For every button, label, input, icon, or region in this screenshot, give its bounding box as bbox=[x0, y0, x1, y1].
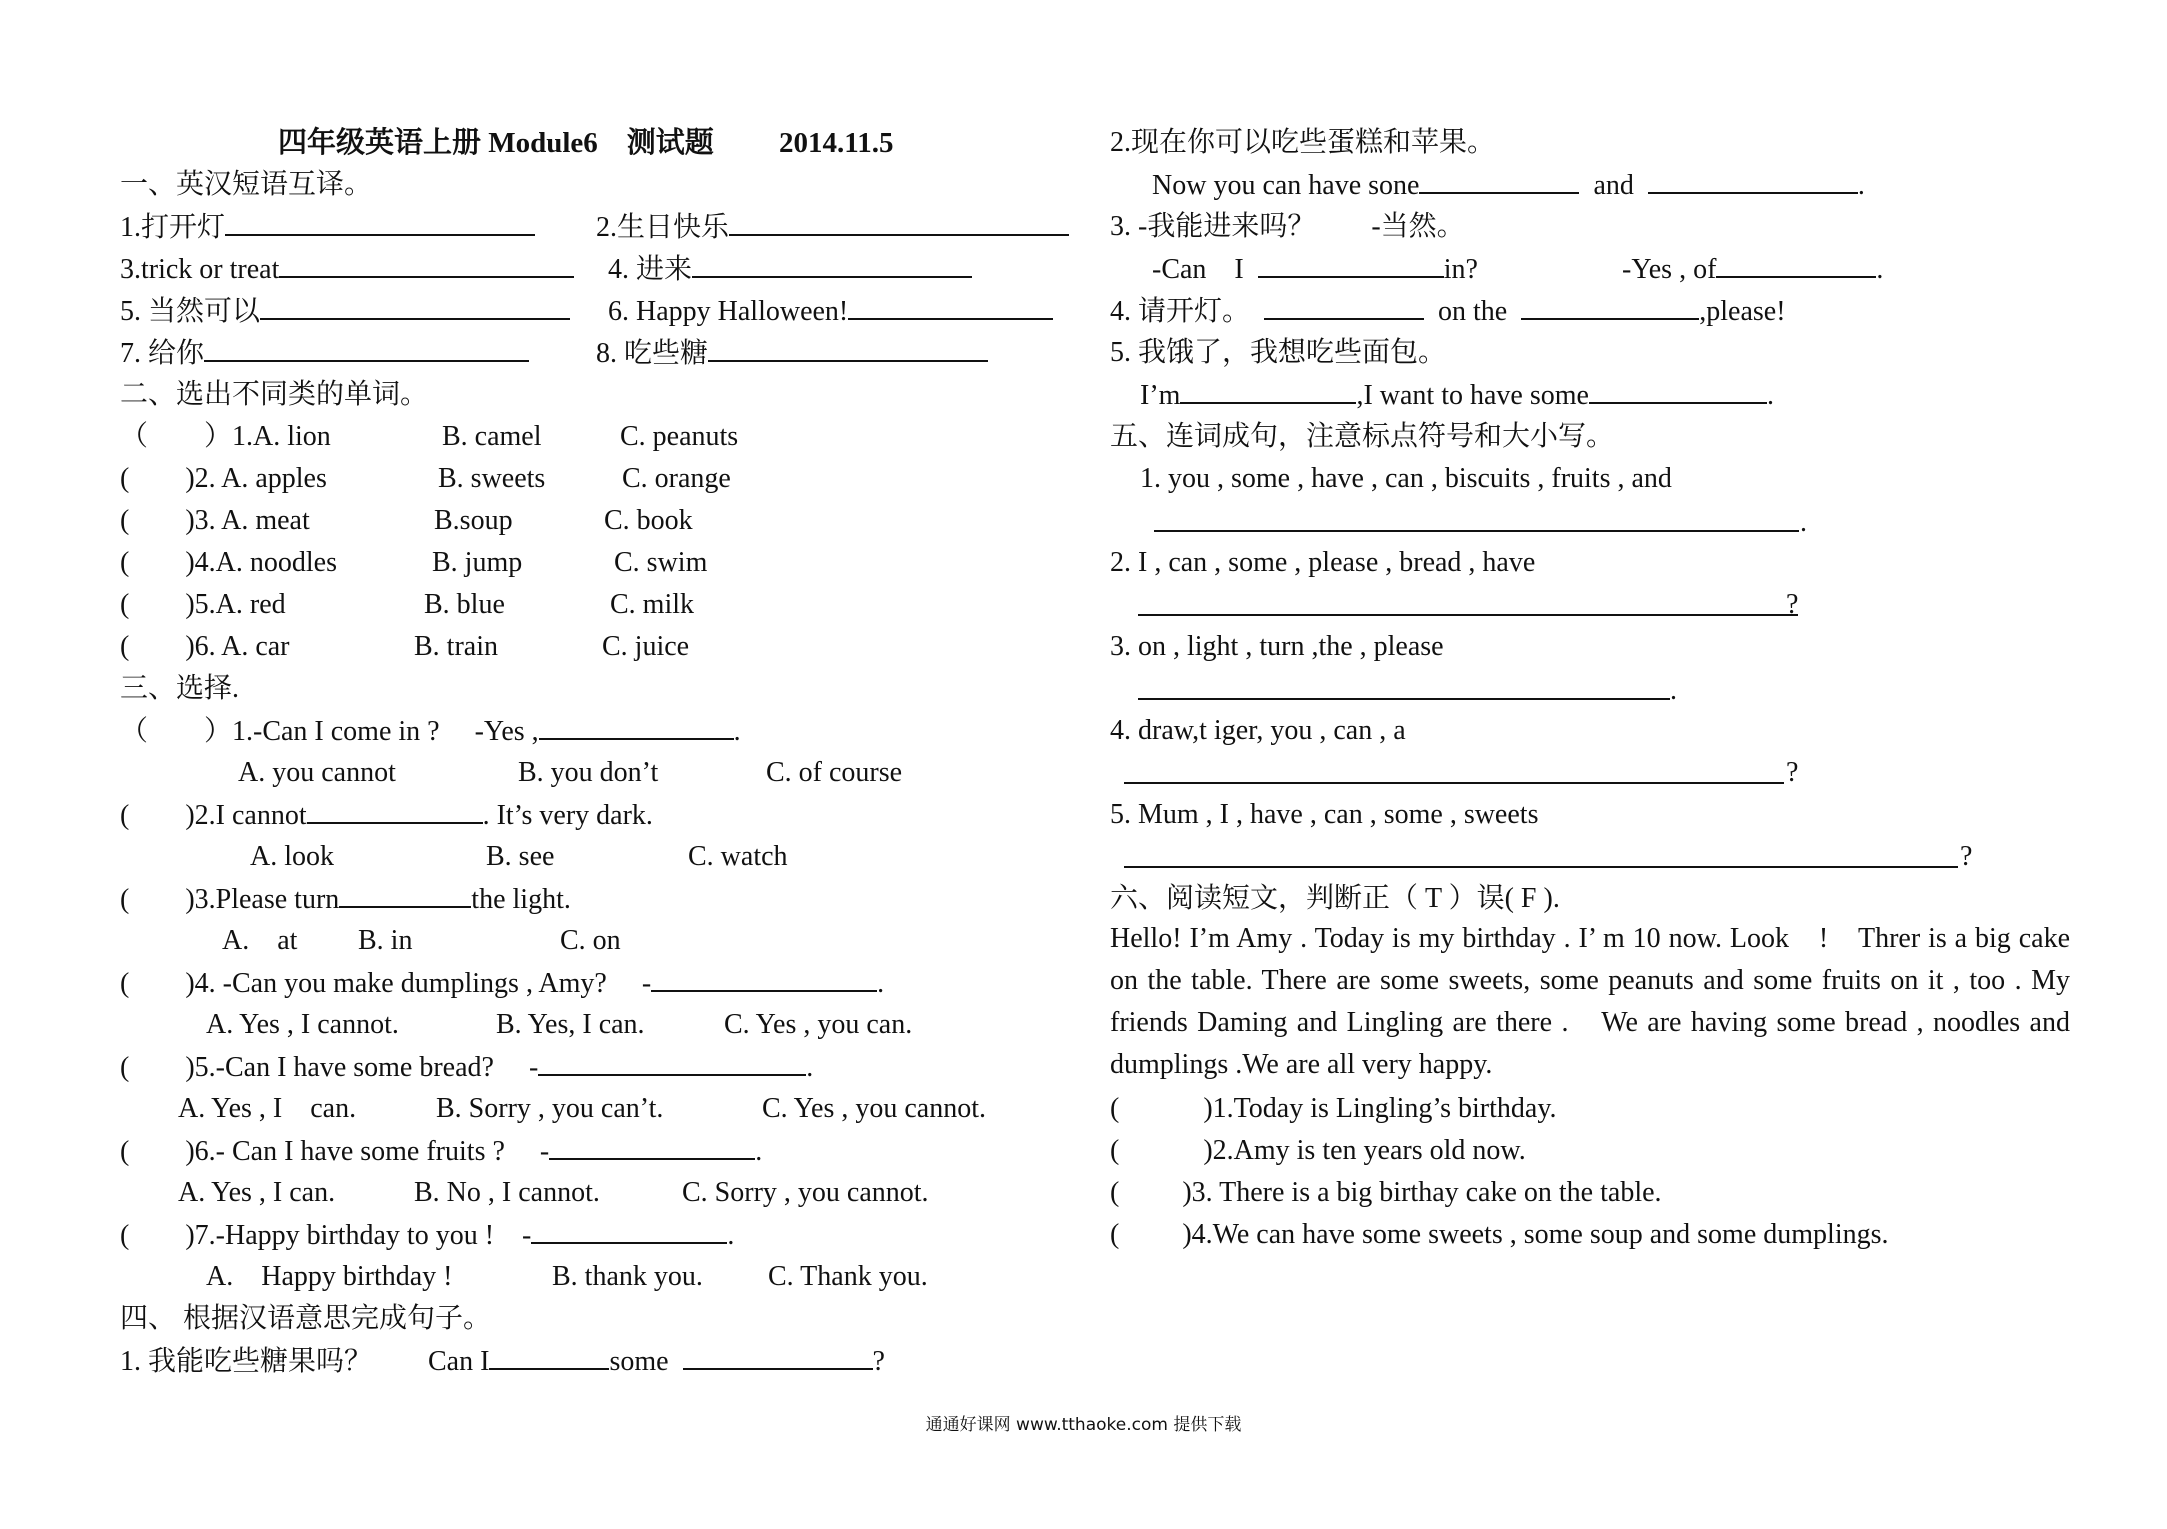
s5-item-5: 5. Mum , I , have , can , some , sweets bbox=[1110, 799, 1539, 830]
s2-row-2-b: B. sweets bbox=[438, 463, 546, 494]
tf-item-1: ( )1.Today is Lingling’s birthday. bbox=[1110, 1093, 1557, 1124]
s2-row-1: （ ）1.A. lion bbox=[120, 421, 331, 452]
s5-answer-line-4 bbox=[1124, 782, 1784, 784]
q1-opt-c: C. of course bbox=[766, 757, 903, 788]
s1-item-5: 5. 当然可以 bbox=[120, 294, 570, 329]
tf-item-3: ( )3. There is a big birthay cake on the table. bbox=[1110, 1177, 1662, 1208]
section-6-heading: 六、阅读短文，判断正（ T ）误( F ). bbox=[1110, 883, 1560, 914]
q6-opt-c: C. Sorry , you cannot. bbox=[682, 1177, 929, 1208]
q2-opt-c: C. watch bbox=[688, 841, 788, 872]
s1-item-6: 6. Happy Halloween! bbox=[608, 294, 1053, 329]
s2-row-3-b: B.soup bbox=[434, 505, 513, 536]
s5-answer-line-2 bbox=[1138, 614, 1798, 616]
s4-item-3-sentence-b: -Yes , of . bbox=[1622, 254, 1884, 285]
s5-item-3: 3. on , light , turn ,the , please bbox=[1110, 631, 1444, 662]
page-title: 四年级英语上册 Module6 测试题 2014.11.5 bbox=[278, 127, 894, 159]
s5-end-3: . bbox=[1670, 675, 1677, 706]
s5-item-1: 1. you , some , have , can , biscuits , fruits , and bbox=[1140, 463, 1672, 494]
s2-row-3-c: C. book bbox=[604, 505, 693, 536]
q4-opt-c: C. Yes , you can. bbox=[724, 1009, 913, 1040]
s5-answer-line-1 bbox=[1154, 530, 1799, 532]
q2-opt-a: A. look bbox=[250, 841, 334, 872]
section-2-heading: 二、选出不同类的单词。 bbox=[120, 379, 429, 410]
s2-row-5-c: C. milk bbox=[610, 589, 695, 620]
s2-row-4-b: B. jump bbox=[432, 547, 523, 578]
s2-row-1-c: C. peanuts bbox=[620, 421, 739, 452]
s2-row-1-b: B. camel bbox=[442, 421, 542, 452]
s5-item-2: 2. I , can , some , please , bread , have bbox=[1110, 547, 1536, 578]
q1: （ ）1.-Can I come in ? -Yes , . bbox=[120, 716, 741, 747]
s5-end-4: ? bbox=[1786, 757, 1799, 788]
section-1-heading: 一、英汉短语互译。 bbox=[120, 169, 373, 200]
s4-item-1: 1. 我能吃些糖果吗？ Can I some ? bbox=[120, 1346, 885, 1377]
s2-row-5-b: B. blue bbox=[424, 589, 505, 620]
section-5-heading: 五、连词成句，注意标点符号和大小写。 bbox=[1110, 421, 1615, 452]
s2-row-4: ( )4.A. noodles bbox=[120, 547, 337, 578]
s5-answer-line-5 bbox=[1124, 866, 1958, 868]
s1-item-1: 1.打开灯 bbox=[120, 210, 535, 245]
s2-row-2: ( )2. A. apples bbox=[120, 463, 327, 494]
s5-end-5: ? bbox=[1960, 841, 1973, 872]
s1-item-8: 8. 吃些糖 bbox=[596, 336, 988, 371]
s1-item-2: 2.生日快乐 bbox=[596, 210, 1069, 245]
s4-item-5: 5. 我饿了，我想吃些面包。 bbox=[1110, 337, 1447, 368]
s5-end-1: . bbox=[1800, 507, 1807, 538]
s4-item-3: 3. -我能进来吗？ -当然。 bbox=[1110, 211, 1465, 242]
q7-opt-a: A. Happy birthday ! bbox=[206, 1261, 453, 1292]
q7: ( )7.-Happy birthday to you ! - . bbox=[120, 1220, 735, 1251]
q5-opt-c: C. Yes , you cannot. bbox=[762, 1093, 987, 1124]
q3-opt-b: B. in bbox=[358, 925, 413, 956]
reading-passage: Hello! I’m Amy . Today is my birthday . I’ m 10 now. Look ! Threr is a big cake on the table. There are some sweets, some peanuts and some fruits on it , too . My friends Daming and Lingling are there . We are having some bread , noodles and dumplings .We are all very happy. bbox=[1110, 923, 2070, 1080]
tf-item-2: ( )2.Amy is ten years old now. bbox=[1110, 1135, 1526, 1166]
s4-item-5-sentence: I’m ,I want to have some . bbox=[1140, 380, 1774, 411]
s4-item-2-sentence: Now you can have sone and . bbox=[1152, 170, 1865, 201]
page-footer: 通通好课网 www.tthaoke.com 提供下载 bbox=[925, 1415, 1242, 1435]
s1-item-4: 4. 进来 bbox=[608, 252, 972, 287]
s1-item-7: 7. 给你 bbox=[120, 336, 529, 371]
s2-row-3: ( )3. A. meat bbox=[120, 505, 310, 536]
s2-row-2-c: C. orange bbox=[622, 463, 731, 494]
q7-opt-b: B. thank you. bbox=[552, 1261, 703, 1292]
s2-row-6-c: C. juice bbox=[602, 631, 690, 662]
s2-row-5: ( )5.A. red bbox=[120, 589, 286, 620]
q4: ( )4. -Can you make dumplings , Amy? - . bbox=[120, 968, 885, 999]
s4-item-4: 4. 请开灯。 on the ,please! bbox=[1110, 296, 1786, 327]
q3: ( )3.Please turn the light. bbox=[120, 884, 571, 915]
q2-opt-b: B. see bbox=[486, 841, 555, 872]
s4-item-3-sentence-a: -Can I in? bbox=[1152, 254, 1478, 285]
s1-item-3: 3.trick or treat bbox=[120, 252, 574, 287]
q6-opt-a: A. Yes , I can. bbox=[178, 1177, 336, 1208]
s5-end-2: ? bbox=[1786, 589, 1799, 620]
q3-opt-a: A. at bbox=[222, 925, 298, 956]
s2-row-4-c: C. swim bbox=[614, 547, 708, 578]
q5-opt-b: B. Sorry , you can’t. bbox=[436, 1093, 664, 1124]
q6: ( )6.- Can I have some fruits ? - . bbox=[120, 1136, 763, 1167]
tf-item-4: ( )4.We can have some sweets , some soup and some dumplings. bbox=[1110, 1219, 1889, 1250]
s4-item-2: 2.现在你可以吃些蛋糕和苹果。 bbox=[1110, 127, 1496, 158]
s5-answer-line-3 bbox=[1138, 698, 1670, 700]
q7-opt-c: C. Thank you. bbox=[768, 1261, 928, 1292]
q3-opt-c: C. on bbox=[560, 925, 621, 956]
q4-opt-a: A. Yes , I cannot. bbox=[206, 1009, 399, 1040]
section-3-heading: 三、选择. bbox=[120, 673, 240, 704]
q5-opt-a: A. Yes , I can. bbox=[178, 1093, 357, 1124]
q6-opt-b: B. No , I cannot. bbox=[414, 1177, 600, 1208]
s5-item-4: 4. draw,t iger, you , can , a bbox=[1110, 715, 1406, 746]
q1-opt-b: B. you don’t bbox=[518, 757, 659, 788]
section-4-heading: 四、 根据汉语意思完成句子。 bbox=[120, 1303, 492, 1334]
q1-opt-a: A. you cannot bbox=[238, 757, 396, 788]
s2-row-6: ( )6. A. car bbox=[120, 631, 290, 662]
q4-opt-b: B. Yes, I can. bbox=[496, 1009, 645, 1040]
q5: ( )5.-Can I have some bread? - . bbox=[120, 1052, 814, 1083]
s2-row-6-b: B. train bbox=[414, 631, 498, 662]
q2: ( )2.I cannot . It’s very dark. bbox=[120, 800, 653, 831]
